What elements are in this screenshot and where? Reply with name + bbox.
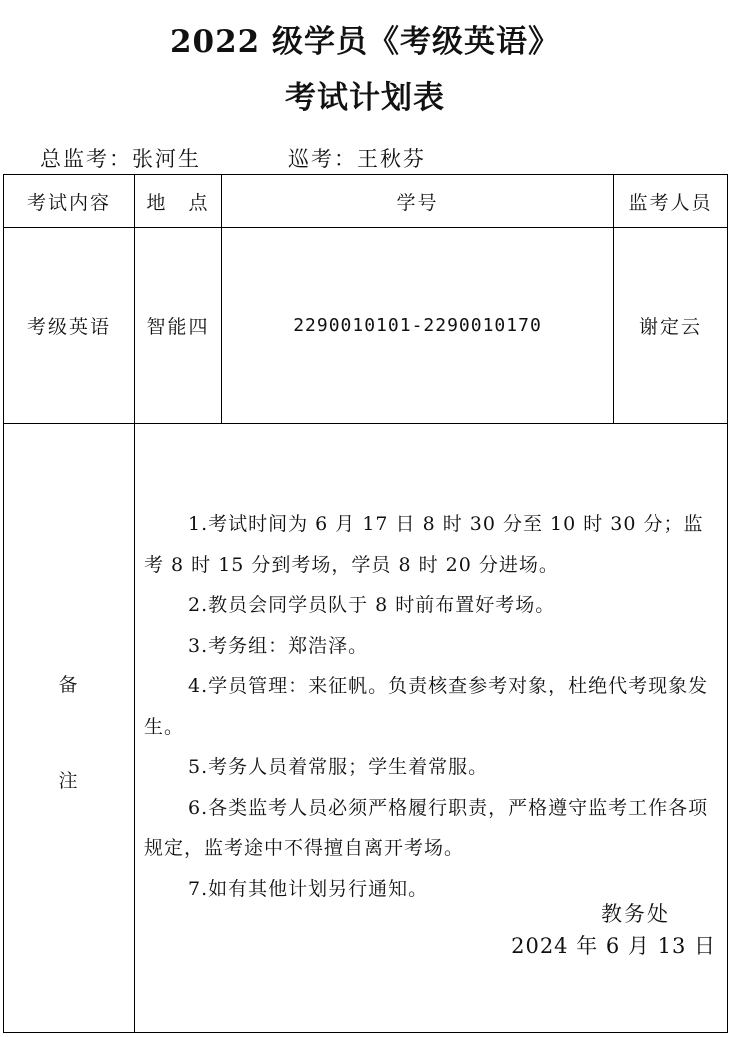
table-border-right xyxy=(727,174,728,1033)
header-location: 地 点 xyxy=(146,191,210,214)
remark-item-2: 2.教员会同学员队于 8 时前布置好考场。 xyxy=(188,594,556,616)
remarks-content xyxy=(144,504,722,909)
remark-item-5: 5.考务人员着常服；学生着常服。 xyxy=(188,756,489,778)
remark-item-1: 1.考试时间为 6 月 17 日 8 时 30 分至 10 时 30 分；监考 8 时 15 分到考场，学员 8 时 20 分进场。 xyxy=(144,513,704,576)
remark-item-7: 7.如有其他计划另行通知。 xyxy=(188,877,429,900)
remarks-label-2: 注 xyxy=(58,769,80,792)
header-invigilator: 监考人员 xyxy=(628,191,713,214)
issuing-office: 教务处 xyxy=(601,902,670,926)
table-row-divider xyxy=(3,423,728,424)
issue-date: 2024 年 6 月 13 日 xyxy=(511,934,716,958)
header-student-id: 学号 xyxy=(396,191,439,214)
remark-item-6: 6.各类监考人员必须严格履行职责，严格遵守监考工作各项规定，监考途中不得擅自离开考场。 xyxy=(144,796,709,859)
row-student-id: 2290010101-2290010170 xyxy=(293,315,542,336)
row-location: 智能四 xyxy=(146,316,210,338)
patrol-proctor: 巡考：王秋芬 xyxy=(288,147,426,171)
table-border-bottom xyxy=(3,1032,728,1033)
chief-proctor: 总监考：张河生 xyxy=(40,147,201,171)
document-subtitle: 考试计划表 xyxy=(285,80,445,116)
remarks-label-1: 备 xyxy=(58,673,80,696)
remark-item-4: 4.学员管理：来征帆。负责核查参考对象，杜绝代考现象发生。 xyxy=(144,675,709,738)
document-title: 2022 级学员《考级英语》 xyxy=(169,24,561,60)
row-invigilator: 谢定云 xyxy=(638,316,702,338)
header-content: 考试内容 xyxy=(26,191,111,214)
row-content: 考级英语 xyxy=(26,316,111,338)
remark-item-3: 3.考务组：郑浩泽。 xyxy=(188,634,369,657)
